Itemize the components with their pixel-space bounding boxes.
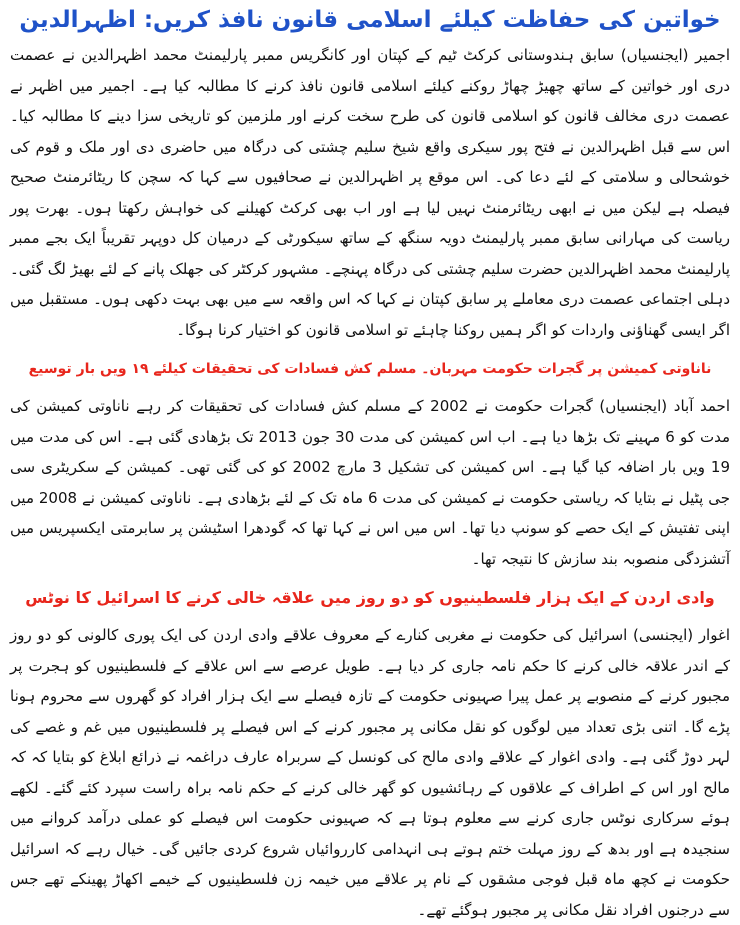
article-body-azharuddin: اجمیر (ایجنسیاں) سابق ہندوستانی کرکٹ ٹیم کے کپتان اور کانگریس ممبر پارلیمنٹ محمد اظہرالدین نے عصمت دری اور خواتین کے ساتھ چھیڑ چھاڑ روکنے کیلئے اسلامی قانون نافذ کرنے کا مطالبہ کیا ہے۔ اجمیر میں اظہر نے عصمت دری مخالف قانون کو اسلامی قانون کی طرح سخت کرنے اور ملزمین کو تاریخی سزا دینے کا مطالبہ کیا۔ اس سے قبل اظہرالدین نے فتح پور سیکری واقع شیخ سلیم چشتی کی درگاہ میں حاضری دی اور ملک و قوم کی خوشحالی و سلامتی کے لئے دعا کی۔ اس موقع پر اظہرالدین نے صحافیوں سے کہا کہ سچن کا ریٹائرمنٹ صحیح فیصلہ ہے لیکن میں نے ابھی ریٹائرمنٹ نہیں لیا ہے اور اب بھی کرکٹ کھیلنے کی خواہش رکھتا ہوں۔ بھرت پور ریاست کی مہارانی سابق ممبر پارلیمنٹ دویہ سنگھ کے ساتھ سیکورٹی کے درمیان کل دوپہر تقریباً ایک بجے ممبر پارلیمنٹ محمد اظہرالدین حضرت سلیم چشتی کی درگاہ پہنچے۔ مشہور کرکٹر کی جھلک پانے کے لئے بھیڑ لگ گئی۔ دہلی اجتماعی عصمت دری معاملے پر سابق کپتان نے کہا کہ اس واقعہ سے میں بھی بہت دکھی ہوں۔ مستقبل میں اگر ایسی گھناؤنی واردات کو اگر ہمیں روکنا چاہئے تو اسلامی قانون کو اختیار کرنا ہوگا۔ — [10, 46, 730, 339]
article-azharuddin — [10, 4, 730, 345]
article-body-nanavati-commission: احمد آباد (ایجنسیاں) گجرات حکومت نے 2002 کے مسلم کش فسادات کی تحقیقات کر رہے ناناوتی کمیشن کی مدت کو 6 مہینے تک بڑھا دیا ہے۔ اب اس کمیشن کی مدت 30 جون 2013 تک بڑھادی گئی ہے۔ اس کی مدت میں 19 ویں بار اضافہ کیا گیا ہے۔ اس کمیشن کی تشکیل 3 مارچ 2002 کو کی گئی تھی۔ کمیشن کے سکریٹری سی جی پٹیل نے بتایا کہ ریاستی حکومت نے کمیشن کی مدت 6 ماہ تک کے لئے بڑھادی ہے۔ ناناوتی کمیشن نے 2008 میں اپنی تفتیش کے ایک حصے کو سونپ دیا تھا۔ اس میں اس نے کہا تھا کہ گودھرا اسٹیشن پر سابرمتی ایکسپریس میں آتشزدگی منصوبہ بند سازش کا نتیجہ تھا۔ — [10, 397, 730, 568]
article-body-jordan-valley: اغوار (ایجنسی) اسرائیل کی حکومت نے مغربی کنارے کے معروف علاقے وادی اردن کی ایک پوری کالونی کو دو روز کے اندر علاقہ خالی کرنے کا حکم نامہ جاری کر دیا ہے۔ طویل عرصے سے اس علاقے کے فلسطینیوں کو ہجرت پر مجبور کرنے کے منصوبے پر عمل پیرا صہیونی حکومت کے تازہ فیصلے سے ایک ہزار افراد کو گھروں سے محروم ہونا پڑے گا۔ اتنی بڑی تعداد میں لوگوں کو نقل مکانی پر مجبور کرنے کے اس فیصلے پر فلسطینیوں میں غم و غصے کی لہر دوڑ گئی ہے۔ وادی اغوار کے علاقے وادی مالح کی کونسل کے سربراہ عارف دراغمہ نے ذرائع ابلاغ کو بتایا کہ کہ مالح اور اس کے اطراف کے علاقوں کے رہائشیوں کو گھر خالی کرنے کے حکم نامہ براہ راست سپرد کئے گئے۔ لکھے ہوئے سرکاری نوٹس جاری کرنے سے معلوم ہوتا ہے کہ صہیونی حکومت اس فیصلے کو عملی درآمد کروانے میں سنجیدہ ہے اور بدھ کے روز مہلت ختم ہوتے ہی انہدامی کارروائیاں شروع کردی جائیں گی۔ خیال رہے کہ اسرائیل حکومت نے کچھ ماہ قبل فوجی مشقوں کے نام پر علاقے میں خیمہ زن فلسطینیوں کے خیمے اکھاڑ پھینکے تھے جس سے درجنوں افراد نقل مکانی پر مجبور ہوگئے تھے۔ — [10, 626, 730, 919]
headline-nanavati-commission: ناناوتی کمیشن پر گجرات حکومت مہربان۔ مسلم کش فسادات کی تحقیقات کیلئے ۱۹ ویں بار توسیع — [28, 361, 712, 377]
headline-jordan-valley: وادی اردن کے ایک ہزار فلسطینیوں کو دو روز میں علاقہ خالی کرنے کا اسرائیل کا نوٹس — [25, 588, 715, 607]
headline-azharuddin: خواتین کی حفاظت کیلئے اسلامی قانون نافذ کریں: اظہرالدین — [19, 7, 721, 33]
article-jordan-valley — [10, 582, 730, 925]
article-nanavati-commission — [10, 353, 730, 574]
